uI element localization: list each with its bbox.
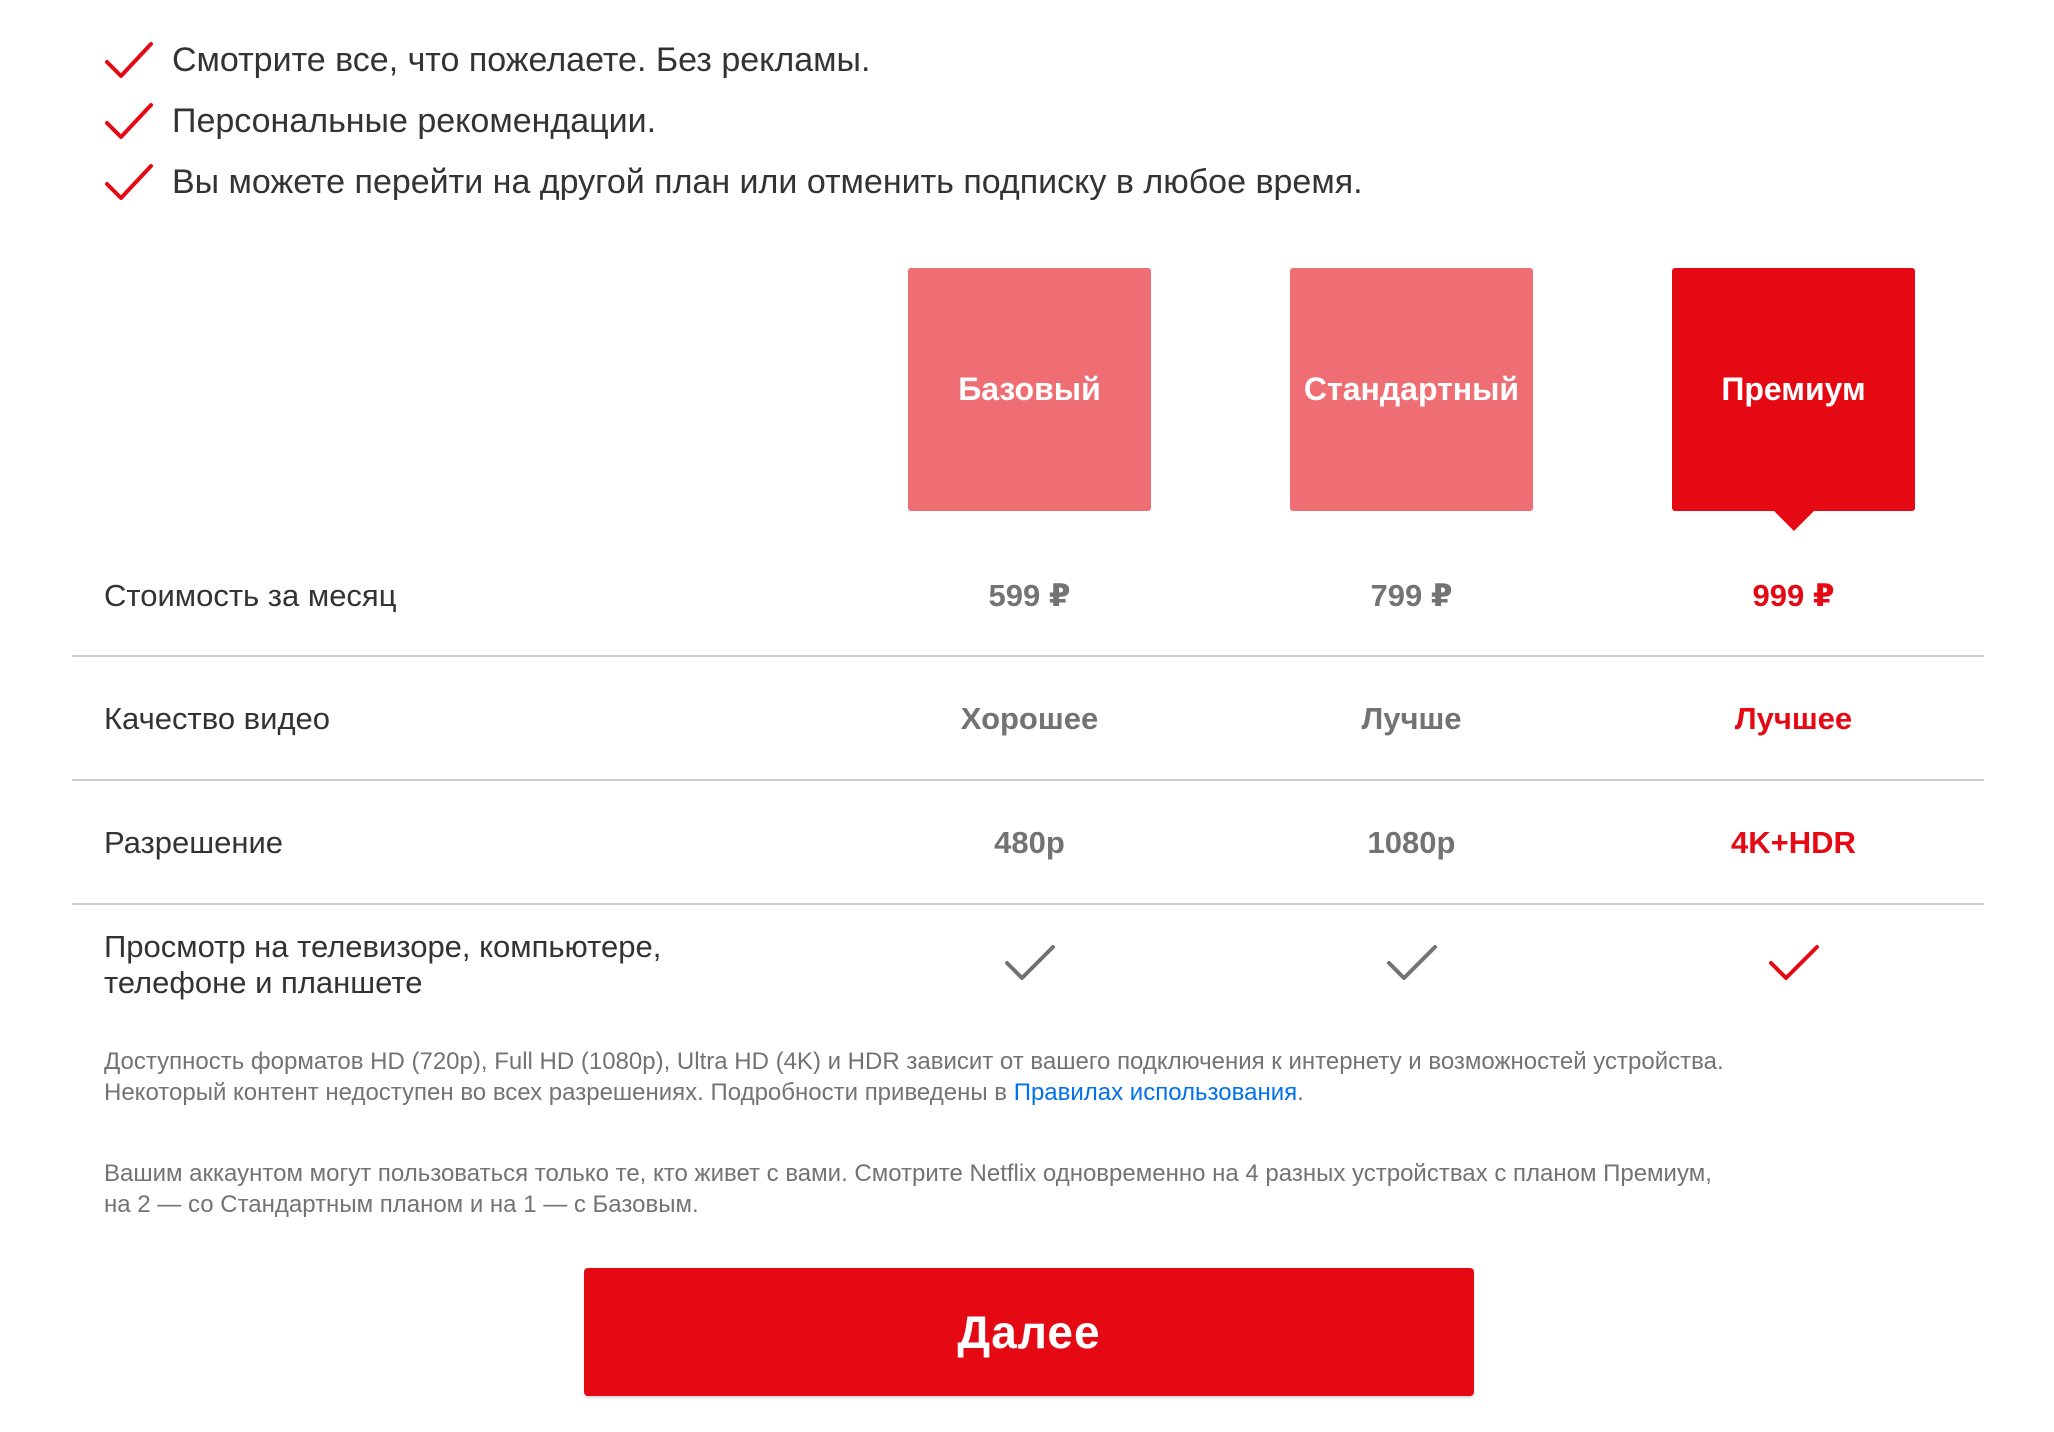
price-standard: 799 ₽	[1370, 578, 1453, 613]
resolution-row	[72, 781, 1984, 905]
selected-indicator-arrow	[1774, 511, 1814, 531]
devices-standard	[1290, 943, 1533, 991]
row-label: Стоимость за месяц	[104, 578, 397, 613]
row-label-line: Просмотр на телевизоре, компьютере,	[104, 929, 662, 964]
formats-disclaimer	[104, 1046, 1744, 1108]
benefit-item	[104, 30, 1363, 91]
sharing-disclaimer: Вашим аккаунтом могут пользоваться только те, кто живет с вами. Смотрите Netflix одновременно на 4 разных устройствах с планом Премиум, на 2 — со Стандартным планом и на 1 — с Базовым.	[104, 1160, 1712, 1218]
price-basic: 599 ₽	[988, 578, 1071, 613]
check-icon	[104, 101, 154, 143]
benefit-item	[104, 152, 1363, 213]
terms-of-use-link[interactable]: Правилах использования	[1013, 1079, 1298, 1106]
row-label-line: телефоне и планшете	[104, 965, 423, 1000]
check-icon	[1386, 943, 1438, 983]
quality-premium: Лучшее	[1734, 701, 1853, 736]
check-icon	[1004, 943, 1056, 983]
benefit-text: Смотрите все, что пожелаете. Без рекламы.	[172, 41, 871, 79]
resolution-premium: 4K+HDR	[1731, 825, 1856, 860]
row-label: Качество видео	[104, 701, 331, 736]
plan-name: Премиум	[1721, 371, 1866, 407]
benefits-list	[104, 30, 1363, 213]
plan-tab-basic[interactable]	[908, 268, 1151, 511]
plan-name: Базовый	[958, 371, 1101, 407]
plan-tab-premium[interactable]	[1672, 268, 1915, 511]
benefit-text: Вы можете перейти на другой план или отменить подписку в любое время.	[172, 163, 1363, 201]
plan-tab-standard[interactable]	[1290, 268, 1533, 511]
check-icon	[1768, 943, 1820, 983]
resolution-basic: 480p	[994, 825, 1065, 860]
quality-standard: Лучше	[1361, 701, 1462, 736]
video-quality-row	[72, 657, 1984, 781]
devices-basic	[908, 943, 1151, 991]
resolution-standard: 1080p	[1367, 825, 1456, 860]
price-row	[72, 530, 1984, 657]
next-button[interactable]: Далее	[584, 1268, 1474, 1396]
disclaimer-text: Доступность форматов HD (720p), Full HD (1080p), Ultra HD (4K) и HDR зависит от вашего подключения к интернету и возможностей устройства. Некоторый контент недоступен во всех разрешениях. Подробности приведены в	[104, 1048, 1724, 1106]
benefit-item	[104, 91, 1363, 152]
plan-name: Стандартный	[1303, 371, 1520, 407]
price-premium: 999 ₽	[1752, 578, 1835, 613]
row-label: Разрешение	[104, 825, 284, 860]
check-icon	[104, 40, 154, 82]
devices-premium	[1672, 943, 1915, 991]
row-label	[104, 929, 661, 1001]
check-icon	[104, 162, 154, 204]
quality-basic: Хорошее	[960, 701, 1099, 736]
devices-row	[72, 905, 1984, 1025]
disclaimer-text-end: .	[1297, 1079, 1304, 1106]
benefit-text: Персональные рекомендации.	[172, 102, 657, 140]
